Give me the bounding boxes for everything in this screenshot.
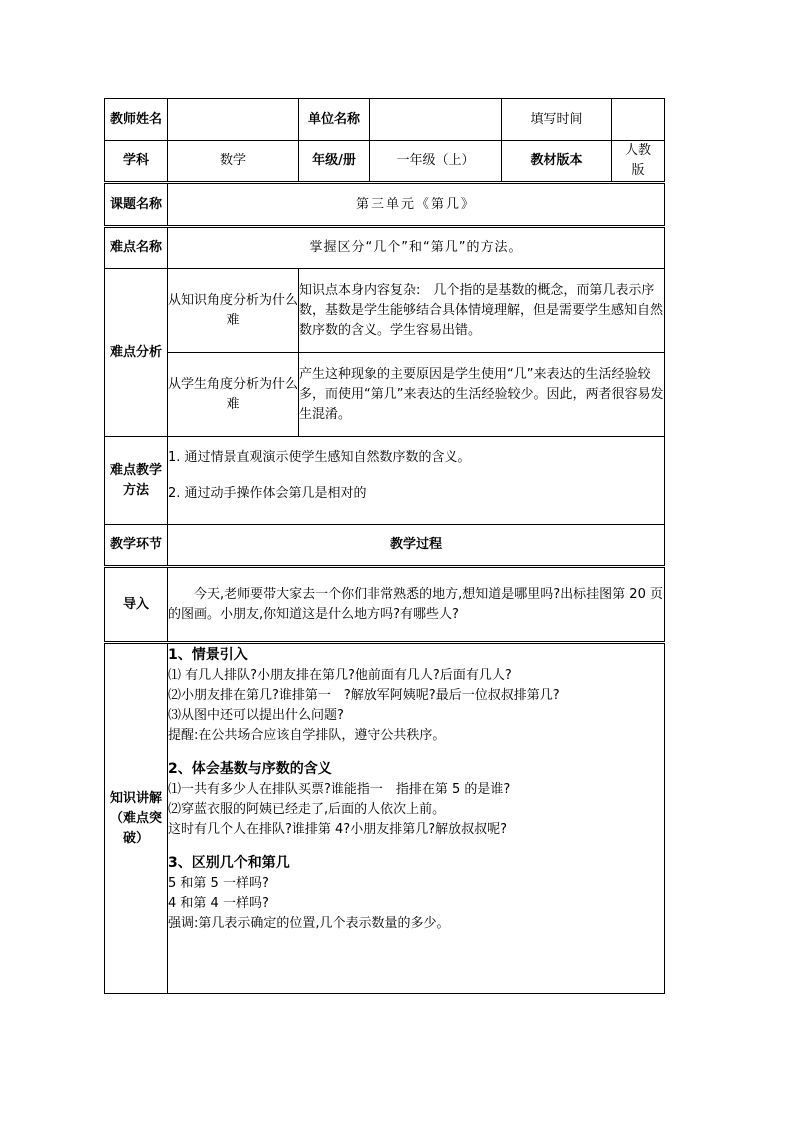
- process-header-row: [105, 525, 665, 567]
- process-heading: 教学过程: [168, 525, 665, 567]
- knowledge-row: [105, 643, 665, 994]
- unit-label: 单位名称: [299, 99, 370, 141]
- textbook-value: 人教版: [612, 141, 665, 183]
- intro-content: [168, 567, 665, 643]
- knowledge-sublabel: （难点突破）: [109, 810, 162, 846]
- knowledge-analysis-row: [105, 269, 665, 353]
- knowledge-angle-question: 从知识角度分析为什么难: [168, 269, 299, 353]
- section-title: 2、体会基数与序数的含义: [168, 761, 332, 777]
- teacher-name-value: [168, 99, 299, 141]
- section-title: 1、情景引入: [168, 647, 248, 663]
- methods-label: 难点教学方法: [105, 437, 168, 525]
- section-line: ⑴ 有几人排队?小朋友排在第几?他前面有几人?后面有几人?: [168, 668, 512, 683]
- method-item: 1. 通过情景直观演示使学生感知自然数序数的含义。: [168, 449, 471, 465]
- method-item: 2. 通过动手操作体会第几是相对的: [168, 485, 367, 501]
- difficulty-name-label: 难点名称: [105, 227, 168, 269]
- difficulty-name-row: [105, 227, 665, 269]
- section-line: 强调:第几表示确定的位置,几个表示数量的多少。: [168, 916, 450, 931]
- section-line: ⑵穿蓝衣服的阿姨已经走了,后面的人依次上前。: [168, 802, 446, 817]
- student-analysis-row: [105, 353, 665, 437]
- intro-row: [105, 567, 665, 643]
- knowledge-label-cell: [105, 643, 168, 994]
- textbook-label: 教材版本: [502, 141, 612, 183]
- section-line: 5 和第 5 一样吗?: [168, 876, 269, 891]
- section-title: 3、区别几个和第几: [168, 855, 290, 871]
- section-line: ⑵小朋友排在第几?谁排第一 ?解放军阿姨呢?最后一位叔叔排第几?: [168, 688, 560, 703]
- grade-value: 一年级（上）: [370, 141, 502, 183]
- student-angle-answer: 产生这种现象的主要原因是学生使用“几”来表达的生活经验较多，而使用“第几”来表达的生活经验较少。因此，两者很容易发生混淆。: [299, 353, 665, 437]
- fill-time-label: 填写时间: [502, 99, 612, 141]
- section-line: 这时有几个人在排队?谁排第 4?小朋友排第几?解放叔叔呢?: [168, 822, 508, 837]
- knowledge-section: [168, 852, 664, 934]
- knowledge-angle-answer: 知识点本身内容复杂: 几个指的是基数的概念，而第几表示序数，基数是学生能够结合具体情境理解，但是需要学生感知自然数序数的含义。学生容易出错。: [299, 269, 665, 353]
- intro-text: 今天,老师要带大家去一个你们非常熟悉的地方,想知道是哪里吗?出标挂图第 20 页的图画。小朋友,你知道这是什么地方吗?有哪些人?: [168, 586, 663, 622]
- section-line: ⑶从图中还可以提出什么问题?: [168, 708, 344, 723]
- fill-time-value: [612, 99, 665, 141]
- grade-label: 年级/册: [299, 141, 370, 183]
- lesson-plan-table: [104, 98, 665, 994]
- intro-label: 导入: [105, 567, 168, 643]
- methods-list: [168, 437, 665, 525]
- teacher-name-label: 教师姓名: [105, 99, 168, 141]
- header-row-1: [105, 99, 665, 141]
- process-label: 教学环节: [105, 525, 168, 567]
- knowledge-content: [168, 643, 665, 994]
- section-line: 提醒:在公共场合应该自学排队，遵守公共秩序。: [168, 728, 446, 743]
- difficulty-analysis-label: 难点分析: [105, 269, 168, 437]
- header-row-2: [105, 141, 665, 183]
- lesson-title-label: 课题名称: [105, 183, 168, 227]
- knowledge-label: 知识讲解: [109, 790, 162, 806]
- section-line: ⑴一共有多少人在排队买票?谁能指一 指排在第 5 的是谁?: [168, 782, 511, 797]
- section-line: 4 和第 4 一样吗?: [168, 896, 269, 911]
- unit-value: [370, 99, 502, 141]
- subject-label: 学科: [105, 141, 168, 183]
- lesson-title-value: 第三单元《第几》: [168, 183, 665, 227]
- student-angle-question: 从学生角度分析为什么难: [168, 353, 299, 437]
- methods-row: [105, 437, 665, 525]
- subject-value: 数学: [168, 141, 299, 183]
- knowledge-section: [168, 758, 664, 840]
- difficulty-name-value: 掌握区分“几个”和“第几”的方法。: [168, 227, 665, 269]
- knowledge-section: [168, 644, 664, 746]
- lesson-title-row: [105, 183, 665, 227]
